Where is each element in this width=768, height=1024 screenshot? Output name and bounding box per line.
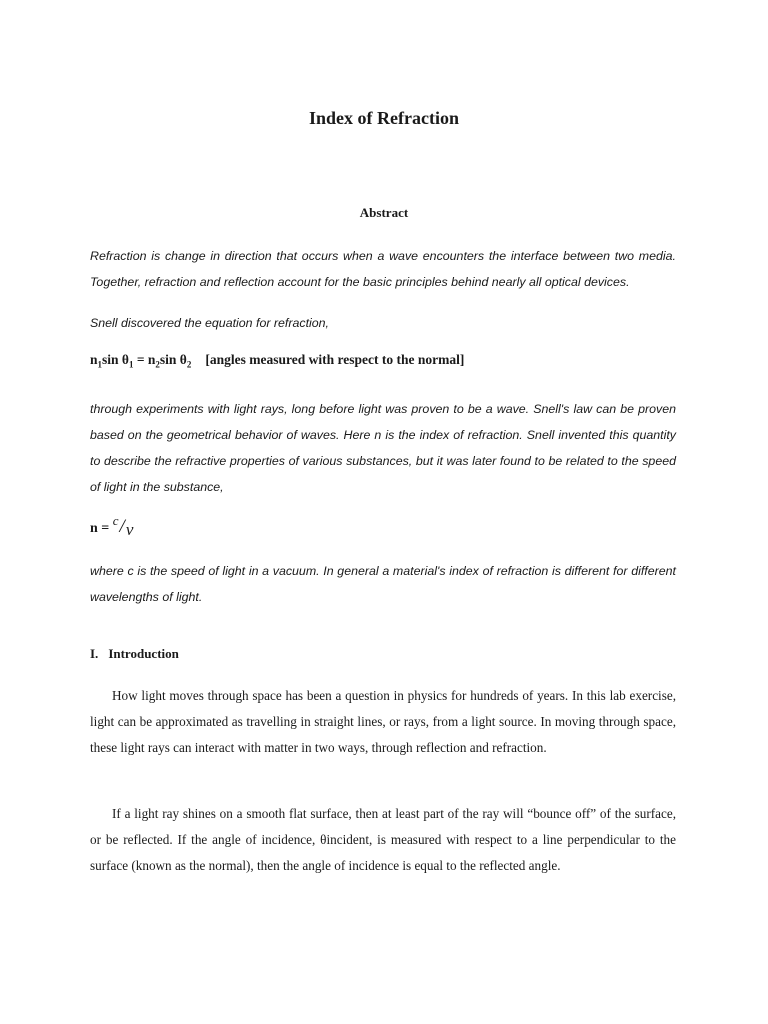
document-title: Index of Refraction <box>309 108 459 128</box>
equation-n1: n <box>90 352 98 367</box>
equation-n1-subscript: 1 <box>97 359 103 370</box>
equation-n2: n <box>147 352 156 367</box>
equation-sin-theta1: sin θ <box>102 352 129 367</box>
snells-law-equation <box>90 352 464 370</box>
abstract-paragraph-2: Snell discovered the equation for refraction, <box>90 316 330 330</box>
equation-sin-theta2: sin θ <box>159 352 187 367</box>
section-title: Introduction <box>108 646 179 661</box>
index-equation-numerator: c <box>112 513 120 528</box>
index-equation-denominator: v <box>125 520 135 539</box>
introduction-paragraph-2: If a light ray shines on a smooth flat surface, then at least part of the ray will “bounce off” of the surface, or be reflected. If the angle of incidence, θincident, is measured with respect to a line perpendicular to the surface (known as the normal), then the angle of incidence is equal to the reflected angle. <box>90 806 676 873</box>
abstract-heading: Abstract <box>359 205 409 220</box>
index-equation-fraction <box>112 513 135 539</box>
abstract-paragraph-4: where c is the speed of light in a vacuum. In general a material's index of refraction is different for different wavelengths of light. <box>90 564 676 604</box>
equation-theta2-subscript: 2 <box>186 359 192 370</box>
equation-theta1-subscript: 1 <box>128 359 134 370</box>
introduction-heading <box>90 646 179 662</box>
equation-note: [angles measured with respect to the normal] <box>205 352 465 367</box>
equation-n2-subscript: 2 <box>155 359 160 370</box>
index-equation-slash: / <box>119 516 126 537</box>
abstract-paragraph-1: Refraction is change in direction that occurs when a wave encounters the interface between two media. Together, refraction and reflection account for the basic principles behind nearly all optical devices. <box>90 249 676 289</box>
abstract-paragraph-3: through experiments with light rays, long before light was proven to be a wave. Snell's law can be proven based on the geometrical behavior of waves. Here n is the index of refraction. Snell invented this quantity to describe the refractive properties of various substances, but it was later found to be related to the speed of light in the substance, <box>90 402 676 494</box>
index-equation <box>90 513 134 540</box>
section-number: I. <box>90 646 99 661</box>
equation-equals: = <box>133 352 148 367</box>
introduction-paragraph-1: How light moves through space has been a question in physics for hundreds of years. In this lab exercise, light can be approximated as travelling in straight lines, or rays, from a light source. In moving through space, these light rays can interact with matter in two ways, through reflection and refraction. <box>90 688 676 755</box>
index-equation-lhs: n = <box>90 521 113 536</box>
